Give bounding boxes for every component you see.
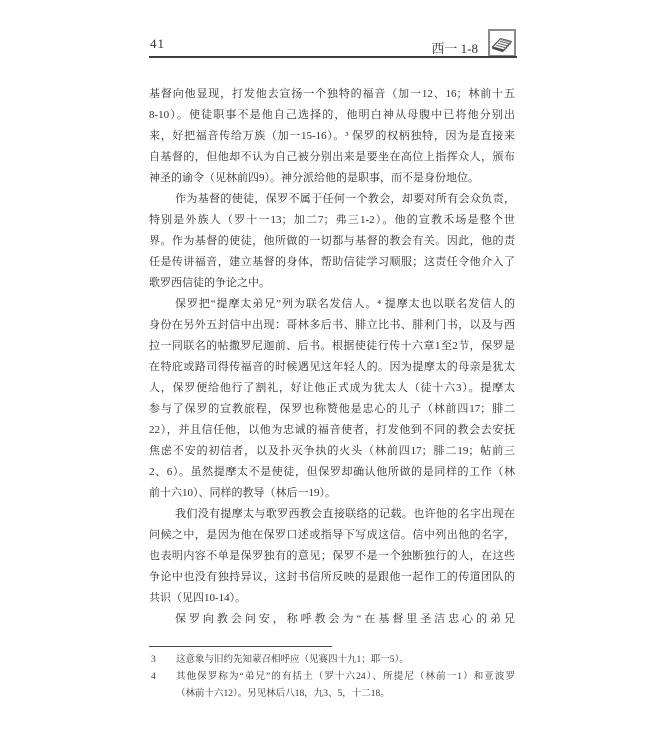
body-line: 保罗把“提摩太弟兄”列为联名发信人。⁴ 提摩太也以联名发信人的 xyxy=(175,298,515,310)
footnotes xyxy=(149,652,515,703)
open-book-icon-drawing xyxy=(490,32,514,56)
body-line: 我们没有提摩太与歌罗西教会直接联络的记载。也许他的名字出现在 xyxy=(175,508,515,520)
body-line: 保罗向教会问安，称呼教会为“在基督里圣洁忠心的弟兄 xyxy=(175,613,515,625)
footnote-marker: 4 xyxy=(151,672,156,682)
body-line: 身份在另外五封信中出现：哥林多后书、腓立比书、腓利门书，以及与西 xyxy=(149,319,515,331)
section-reference: 西一 1-8 xyxy=(431,41,478,56)
body-line: 人，保罗便给他行了割礼，好让他正式成为犹太人（徒十六3）。提摩太 xyxy=(149,382,515,394)
body-line: 前十六10）、同样的教导（林后一19）。 xyxy=(149,487,336,499)
body-line: 任是传讲福音，建立基督的身体，帮助信徒学习顺服；这责任令他介入了 xyxy=(149,256,515,268)
body-line: 争论中也没有独持异议，这封书信所反映的是跟他一起作工的传道团队的 xyxy=(149,571,515,583)
body-line: 共识（见四10-14）。 xyxy=(149,592,247,604)
body-line: 特别是外族人（罗十一13；加二7；弗三1-2）。他的宣教禾场是整个世 xyxy=(149,214,515,226)
body-line: 在特庇或路司得传福音的时候遇见这年轻人的。因为提摩太的母亲是犹太 xyxy=(149,361,515,373)
body-line: 界。作为基督的使徒，他所做的一切都与基督的教会有关。因此，他的责 xyxy=(149,235,515,247)
body-line: 来，好把福音传给万族（加一15-16）。³ 保罗的权柄独特，因为是直接来 xyxy=(149,130,515,142)
body-line: 也表明内容不单是保罗独有的意见；保罗不是一个独断独行的人，在这些 xyxy=(149,550,515,562)
footnote-separator xyxy=(149,646,332,647)
open-book-icon xyxy=(488,29,516,57)
body-line: 拉一同联名的帖撒罗尼迦前、后书。根据使徒行传十六章1至2节，保罗是 xyxy=(149,340,515,352)
header-rule xyxy=(149,56,517,58)
footnote-line: 这意象与旧约先知蒙召相呼应（见赛四十九1；耶一5）。 xyxy=(176,655,409,665)
footnote-4 xyxy=(149,669,515,703)
body-line: 问候之中，是因为他在保罗口述或指导下写成这信。信中列出他的名字， xyxy=(149,529,515,541)
footnote-3 xyxy=(149,652,515,669)
body-line: 参与了保罗的宣教旅程，保罗也称赞他是忠心的儿子（林前四17；腓二 xyxy=(149,403,515,415)
body-line: 2、6）。虽然提摩太不是使徒，但保罗却确认他所做的是同样的工作（林 xyxy=(149,466,515,478)
body-line: 基督向他显现，打发他去宣扬一个独特的福音（加一12、16；林前十五 xyxy=(149,88,515,100)
footnote-line: （林前十六12）。另见林后八18，九3、5，十二18。 xyxy=(176,689,390,699)
footnote-line: 其他保罗称为“弟兄”的有括土（罗十六24）、所提尼（林前一1）和亚波罗 xyxy=(176,672,515,682)
body-line: 焦虑不安的初信者，以及扑灭争执的火头（林前四17；腓二19；帖前三 xyxy=(149,445,515,457)
footnote-marker: 3 xyxy=(151,655,156,665)
body-text xyxy=(149,84,515,630)
body-line: 22），并且信任他，以他为忠诚的福音使者，打发他到不同的教会去安抚 xyxy=(149,424,515,436)
body-line: 神圣的谕令（见林前四9）。神分派给他的是职事，而不是身份地位。 xyxy=(149,172,479,184)
body-line: 8-10）。使徒职事不是他自己选择的，他明白神从母腹中已将他分别出 xyxy=(149,109,515,121)
body-line: 作为基督的使徒，保罗不属于任何一个教会，却要对所有会众负责， xyxy=(175,193,515,205)
body-line: 自基督的，但他却不认为自己被分别出来是要坐在高位上指挥众人，颁布 xyxy=(149,151,515,163)
page-number: 41 xyxy=(150,36,165,51)
body-line: 歌罗西信徒的争论之中。 xyxy=(149,277,270,289)
